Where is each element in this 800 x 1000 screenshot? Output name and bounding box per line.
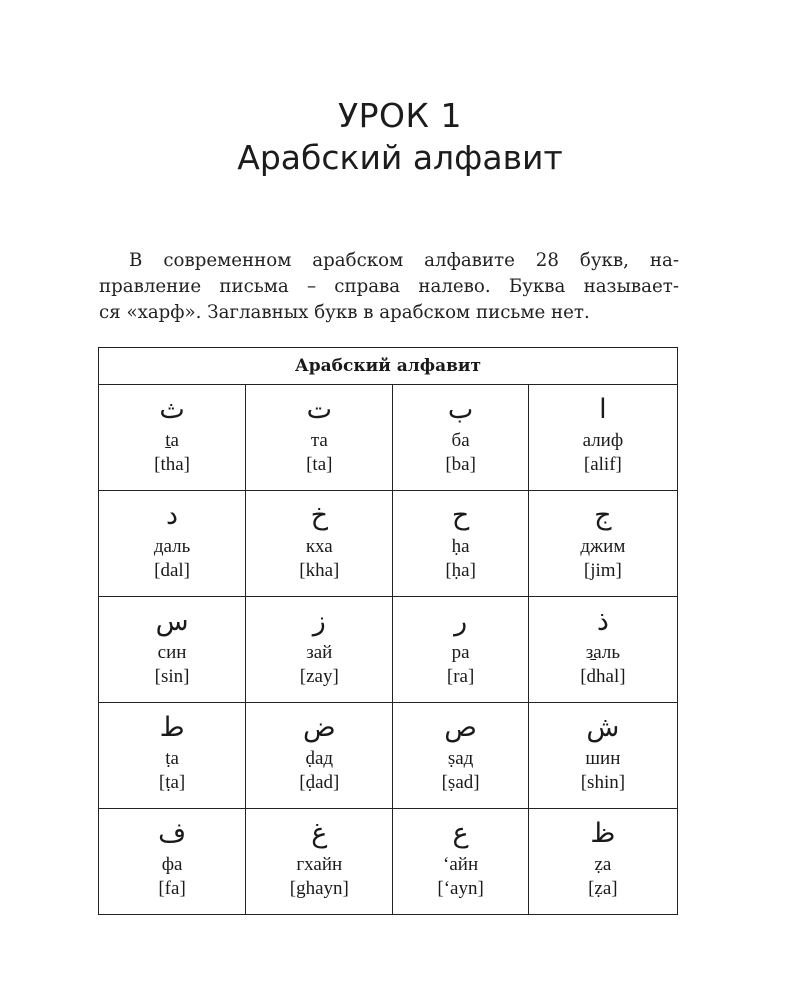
arabic-letter: ب	[447, 394, 474, 425]
letter-transliteration: [ḥa]	[445, 560, 476, 581]
letter-cell	[393, 491, 528, 597]
letter-cell	[246, 809, 393, 915]
table-row	[99, 385, 678, 491]
arabic-letter: ط	[159, 712, 185, 743]
letter-name: кха	[305, 536, 333, 557]
arabic-letter: ت	[306, 394, 332, 425]
letter-transliteration: [ta]	[306, 454, 333, 475]
intro-line-1: В современном арабском алфавите 28 букв, на-	[129, 250, 679, 271]
letter-cell	[393, 703, 528, 809]
intro-line-3: ся «харф». Заглавных букв в арабском письме нет.	[99, 302, 590, 323]
arabic-letter: غ	[311, 818, 328, 849]
letter-name: джим	[580, 536, 626, 557]
letter-name: ḍад	[305, 748, 334, 769]
letter-transliteration: [dal]	[154, 560, 190, 581]
letter-cell	[528, 597, 677, 703]
letter-name: ба	[451, 430, 470, 451]
letter-cell	[99, 385, 246, 491]
lesson-subtitle: Арабский алфавит	[237, 138, 563, 177]
table-header: Арабский алфавит	[99, 348, 678, 385]
arabic-letter: ذ	[596, 606, 609, 637]
intro-line-2: правление письма – справа налево. Буква называет-	[99, 276, 679, 297]
arabic-letter: ج	[594, 500, 612, 531]
letter-cell	[393, 597, 528, 703]
letter-transliteration: [ẓa]	[588, 878, 618, 899]
letter-cell	[246, 597, 393, 703]
letter-name: гхайн	[296, 854, 343, 875]
letter-name: з̱аль	[585, 642, 621, 663]
alphabet-table	[98, 347, 678, 915]
arabic-letter: ض	[302, 712, 336, 743]
letter-transliteration: [ba]	[445, 454, 476, 475]
letter-name: ра	[451, 642, 470, 663]
letter-transliteration: [‘ayn]	[437, 878, 484, 899]
arabic-letter: خ	[310, 500, 329, 531]
letter-transliteration: [fa]	[158, 878, 186, 899]
letter-name: син	[157, 642, 187, 663]
letter-name: та	[310, 430, 328, 451]
letter-transliteration: [jim]	[583, 560, 622, 581]
arabic-letter: ح	[451, 500, 470, 531]
letter-transliteration: [ḍad]	[299, 772, 340, 793]
letter-cell	[393, 809, 528, 915]
letter-cell	[528, 703, 677, 809]
arabic-letter: ش	[586, 712, 620, 743]
letter-name: ṯа	[165, 430, 179, 451]
letter-transliteration: [zay]	[299, 666, 339, 687]
letter-name: ṣад	[447, 748, 474, 769]
letter-cell	[528, 491, 677, 597]
letter-name: ‘айн	[443, 854, 479, 875]
letter-cell	[393, 385, 528, 491]
letter-cell	[528, 385, 677, 491]
table-row	[99, 491, 678, 597]
arabic-letter: ظ	[590, 818, 616, 849]
letter-cell	[246, 491, 393, 597]
letter-name: даль	[153, 536, 191, 557]
arabic-letter: ر	[454, 606, 468, 637]
table-row	[99, 597, 678, 703]
letter-transliteration: [ṭa]	[158, 772, 186, 793]
letter-cell	[99, 597, 246, 703]
table-row	[99, 809, 678, 915]
letter-name: ẓа	[594, 854, 612, 875]
letter-transliteration: [alif]	[583, 454, 622, 475]
lesson-title: УРОК 1	[338, 96, 462, 135]
letter-transliteration: [ra]	[446, 666, 475, 687]
letter-cell	[246, 385, 393, 491]
letter-cell	[99, 703, 246, 809]
letter-transliteration: [tha]	[154, 454, 190, 475]
letter-name: ḥа	[451, 536, 470, 557]
letter-transliteration: [dhal]	[580, 666, 626, 687]
letter-transliteration: [kha]	[299, 560, 340, 581]
letter-cell	[528, 809, 677, 915]
arabic-letter: ع	[452, 818, 469, 849]
arabic-letter: ث	[159, 394, 185, 425]
letter-name: ṭа	[165, 748, 179, 769]
letter-name: алиф	[582, 430, 624, 451]
arabic-letter: د	[166, 500, 179, 531]
letter-transliteration: [sin]	[154, 666, 190, 687]
arabic-letter: س	[155, 606, 189, 637]
letter-transliteration: [ṣad]	[441, 772, 480, 793]
letter-cell	[99, 809, 246, 915]
letter-cell	[99, 491, 246, 597]
table-row	[99, 703, 678, 809]
letter-cell	[246, 703, 393, 809]
letter-transliteration: [shin]	[580, 772, 626, 793]
letter-transliteration: [ghayn]	[289, 878, 349, 899]
letter-name: фа	[161, 854, 183, 875]
arabic-letter: ا	[599, 394, 607, 425]
letter-name: шин	[585, 748, 621, 769]
arabic-letter: ف	[158, 818, 187, 849]
arabic-letter: ص	[444, 712, 477, 743]
arabic-letter: ز	[312, 606, 326, 637]
intro-paragraph	[99, 248, 679, 326]
letter-name: зай	[306, 642, 333, 663]
